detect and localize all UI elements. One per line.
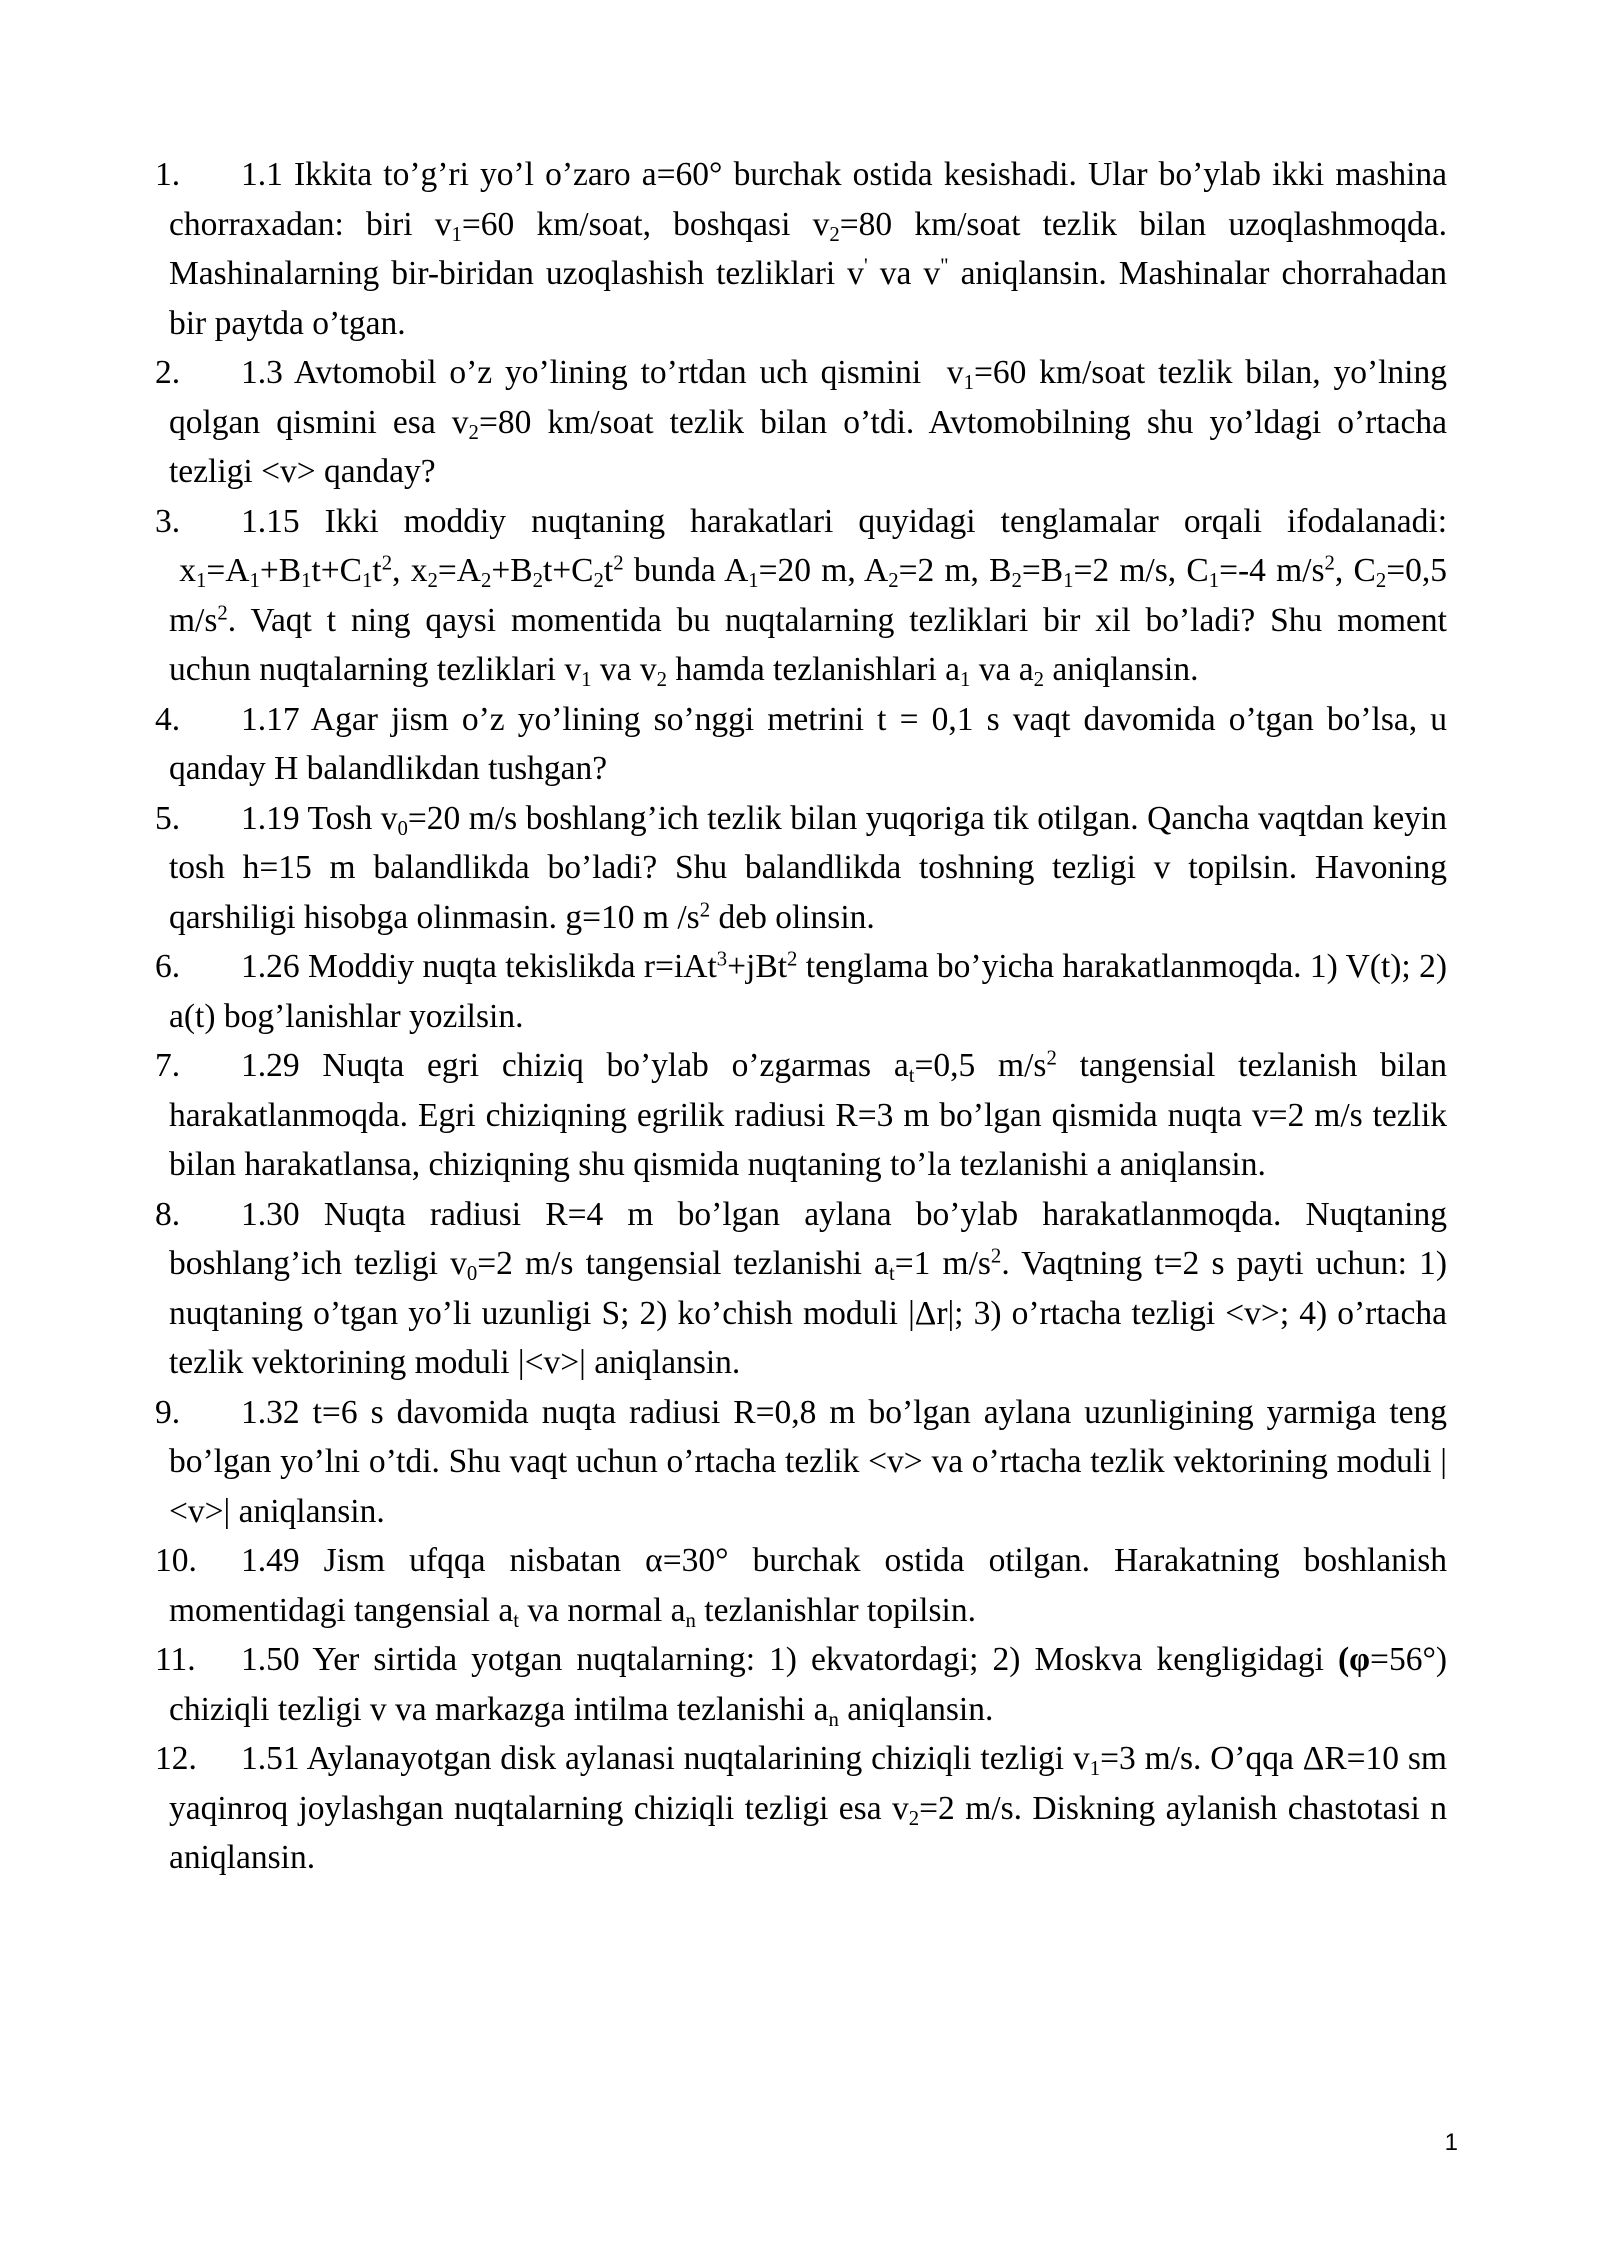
- problem-text: 1.30 Nuqta radiusi R=4 m bo’lgan aylana bo’ylab harakatlanmoqda. Nuqtaning boshlang’ich tezligi $v_0=2$ m/s tangensial tezlanishi $a_t=1$ $m/s^2$. Vaqtning t=2 s payti uchun: 1) nuqtaning o’tgan yo’li uzunligi S; 2) ko’chish moduli |Δr|; 3) o’rtacha tezligi <v>; 4) o’rtacha tezlik vektorining moduli |<v>| aniqlansin.: [169, 1195, 1448, 1381]
- problem-number: 4.: [155, 700, 181, 738]
- problem-text: 1.15 Ikki moddiy nuqtaning harakatlari quyidagi tenglamalar orqali ifodalanadi: $x_1=A_1+B_1t+C_1t^2$, $x_2=A_2+B_2t+C_2t^2$ bunda $A_1=20$ m, $A_2=2$ m, $B_2=B_1=2$ m/s, $C_1=-4$ $m/s^2$, $C_2=0,5$ $m/s^2$. Vaqt t ning qaysi momentida bu nuqtalarning tezliklari bir xil bo’ladi? Shu moment uchun nuqtalarning tezliklari $v_1$ va $v_2$ hamda tezlanishlari $a_1$ va $a_2$ aniqlansin.: [169, 502, 1448, 691]
- problem-number: 10.: [155, 1542, 197, 1579]
- problem-number: 6.: [155, 948, 181, 985]
- problem-number: 5.: [155, 799, 181, 837]
- problem-item: [157, 942, 1447, 1041]
- problem-list: [157, 150, 1447, 1883]
- problem-text: 1.19 Tosh $v_0=20$ m/s boshlang’ich tezlik bilan yuqoriga tik otilgan. Qancha vaqtdan keyin tosh h=15 m balandlikda bo’ladi? Shu balandlikda toshning tezligi v topilsin. Havoning qarshiligi hisobga olinmasin. g=10 m $/s^2$ deb olinsin.: [169, 799, 1447, 936]
- problem-text: 1.1 Ikkita to’g’ri yo’l o’zaro a=60° burchak ostida kesishadi. Ular bo’ylab ikki mashina chorraxadan: biri $v_1=60$ km/soat, boshqasi $v_2=80$ km/soat tezlik bilan uzoqlashmoqda. Mashinalarning bir-biridan uzoqlashish tezliklari v' va v" aniqlansin. Mashinalar chorrahadan bir paytda o’tgan.: [169, 156, 1448, 342]
- problem-text: 1.49 Jism ufqqa nisbatan α=30° burchak ostida otilgan. Harakatning boshlanish momentidagi tangensial $a_t$ va normal $a_n$ tezlanishlar topilsin.: [169, 1542, 1447, 1632]
- problem-item: [157, 1041, 1447, 1190]
- problem-text: 1.50 Yer sirtida yotgan nuqtalarning: 1) ekvatordagi; 2) Moskva kengligidagi (φ=56°) chiziqli tezligi v va markazga intilma tezlanishi $a_n$ aniqlansin.: [169, 1641, 1447, 1731]
- problem-number: 1.: [155, 156, 181, 193]
- problem-item: [157, 1734, 1447, 1883]
- problem-number: 9.: [155, 1393, 181, 1431]
- problem-number: 11.: [155, 1641, 196, 1678]
- problem-item: [157, 695, 1447, 794]
- problem-text: 1.26 Moddiy nuqta tekislikda r=iAt$^3$+jBt$^2$ tenglama bo’yicha harakatlanmoqda. 1) V(t); 2) a(t) bog’lanishlar yozilsin.: [169, 947, 1448, 1035]
- problem-text: 1.32 t=6 s davomida nuqta radiusi R=0,8 m bo’lgan aylana uzunligining yarmiga teng bo’lgan yo’lni o’tdi. Shu vaqt uchun o’rtacha tezlik <v> va o’rtacha tezlik vektorining moduli |<v>| aniqlansin.: [169, 1393, 1447, 1530]
- problem-number: 7.: [155, 1047, 181, 1084]
- problem-item: [157, 1190, 1447, 1388]
- problem-item: [157, 1388, 1447, 1537]
- problem-number: 8.: [155, 1195, 181, 1233]
- problem-item: [157, 794, 1447, 943]
- problem-number: 2.: [155, 354, 181, 391]
- problem-item: [157, 348, 1447, 497]
- problem-text: 1.17 Agar jism o’z yo’lining so’nggi metrini t = 0,1 s vaqt davomida o’tgan bo’lsa, u qanday H balandlikdan tushgan?: [169, 700, 1447, 787]
- problem-item: [157, 497, 1447, 695]
- page-number: 1: [1444, 2129, 1458, 2156]
- problem-number: 12.: [155, 1740, 197, 1777]
- problem-text: 1.51 Aylanayotgan disk aylanasi nuqtalarining chiziqli tezligi $v_1=3$ m/s. O’qqa ΔR=10 sm yaqinroq joylashgan nuqtalarning chiziqli tezligi esa $v_2=2$ m/s. Diskning aylanish chastotasi n aniqlansin.: [169, 1740, 1447, 1876]
- problem-item: [157, 1536, 1447, 1635]
- problem-number: 3.: [155, 502, 181, 540]
- problem-item: [157, 1635, 1447, 1734]
- problem-text: 1.29 Nuqta egri chiziq bo’ylab o’zgarmas $a_t=0,5$ $m/s^2$ tangensial tezlanish bilan harakatlanmoqda. Egri chiziqning egrilik radiusi R=3 m bo’lgan qismida nuqta v=2 m/s tezlik bilan harakatlansa, chiziqning shu qismida nuqtaning to’la tezlanishi a aniqlansin.: [169, 1046, 1447, 1183]
- problem-text: 1.3 Avtomobil o’z yo’lining to’rtdan uch qismini $v_1=60$ km/soat tezlik bilan, yo’lning qolgan qismini esa $v_2=80$ km/soat tezlik bilan o’tdi. Avtomobilning shu yo’ldagi o’rtacha tezligi <v> qanday?: [169, 354, 1448, 490]
- problem-item: [157, 150, 1447, 348]
